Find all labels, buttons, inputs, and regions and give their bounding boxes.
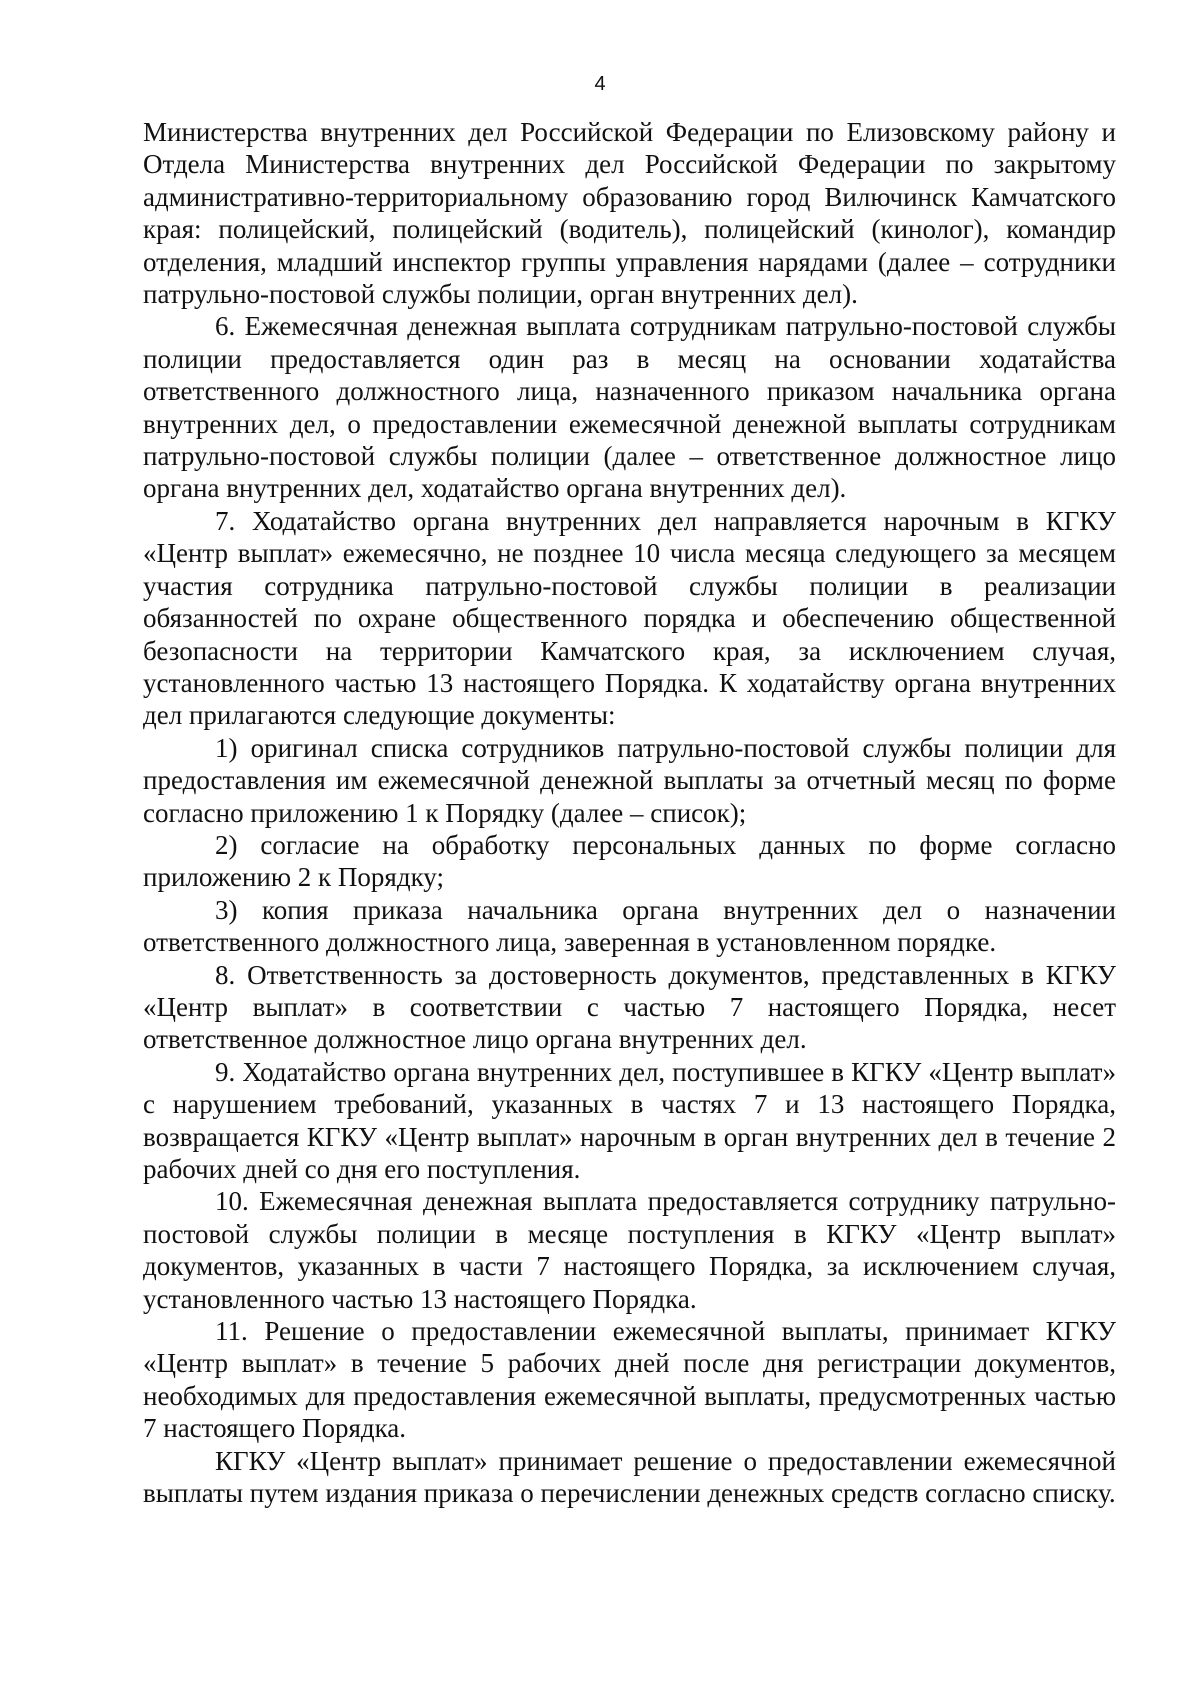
paragraph-item-11-continued: КГКУ «Центр выплат» принимает решение о предоставлении ежемесячной выплаты путем издания приказа о перечислении денежных средств согласно списку. bbox=[143, 1445, 1116, 1509]
page-number: 4 bbox=[594, 73, 606, 95]
paragraph-item-10: 10. Ежемесячная денежная выплата предоставляется сотруднику патрульно-постовой службы полиции в месяце поступления в КГКУ «Центр выплат» документов, указанных в части 7 настоящего Порядка, за исключением случая, установленного частью 13 настоящего Порядка. bbox=[143, 1186, 1116, 1314]
paragraph-subitem-2: 2) согласие на обработку персональных данных по форме согласно приложению 2 к Порядку; bbox=[143, 829, 1116, 893]
document-body bbox=[143, 116, 1116, 1509]
paragraph-item-8: 8. Ответственность за достоверность документов, представленных в КГКУ «Центр выплат» в соответствии с частью 7 настоящего Порядка, несет ответственное должностное лицо органа внутренних дел. bbox=[143, 959, 1116, 1055]
paragraph-subitem-1: 1) оригинал списка сотрудников патрульно-постовой службы полиции для предоставления им ежемесячной денежной выплаты за отчетный месяц по форме согласно приложению 1 к Порядку (далее – список); bbox=[143, 732, 1116, 828]
paragraph-item-6: 6. Ежемесячная денежная выплата сотрудникам патрульно-постовой службы полиции предоставляется один раз в месяц на основании ходатайства ответственного должностного лица, назначенного приказом начальника органа внутренних дел, о предоставлении ежемесячной денежной выплаты сотрудникам патрульно-постовой службы полиции (далее – ответственное должностное лицо органа внутренних дел, ходатайство органа внутренних дел). bbox=[143, 311, 1116, 504]
paragraph-continuation: Министерства внутренних дел Российской Федерации по Елизовскому району и Отдела Министерства внутренних дел Российской Федерации по закрытому административно-территориальному образованию город Вилючинск Камчатского края: полицейский, полицейский (водитель), полицейский (кинолог), командир отделения, младший инспектор группы управления нарядами (далее – сотрудники патрульно-постовой службы полиции, орган внутренних дел). bbox=[143, 117, 1116, 310]
paragraph-item-11: 11. Решение о предоставлении ежемесячной выплаты, принимает КГКУ «Центр выплат» в течение 5 рабочих дней после дня регистрации документов, необходимых для предоставления ежемесячной выплаты, предусмотренных частью 7 настоящего Порядка. bbox=[143, 1316, 1116, 1444]
paragraph-subitem-3: 3) копия приказа начальника органа внутренних дел о назначении ответственного должностного лица, заверенная в установленном порядке. bbox=[143, 894, 1116, 958]
paragraph-item-7: 7. Ходатайство органа внутренних дел направляется нарочным в КГКУ «Центр выплат» ежемесячно, не позднее 10 числа месяца следующего за месяцем участия сотрудника патрульно-постовой службы полиции в реализации обязанностей по охране общественного порядка и обеспечению общественной безопасности на территории Камчатского края, за исключением случая, установленного частью 13 настоящего Порядка. К ходатайству органа внутренних дел прилагаются следующие документы: bbox=[143, 505, 1116, 731]
paragraph-item-9: 9. Ходатайство органа внутренних дел, поступившее в КГКУ «Центр выплат» с нарушением требований, указанных в частях 7 и 13 настоящего Порядка, возвращается КГКУ «Центр выплат» нарочным в орган внутренних дел в течение 2 рабочих дней со дня его поступления. bbox=[143, 1056, 1116, 1184]
